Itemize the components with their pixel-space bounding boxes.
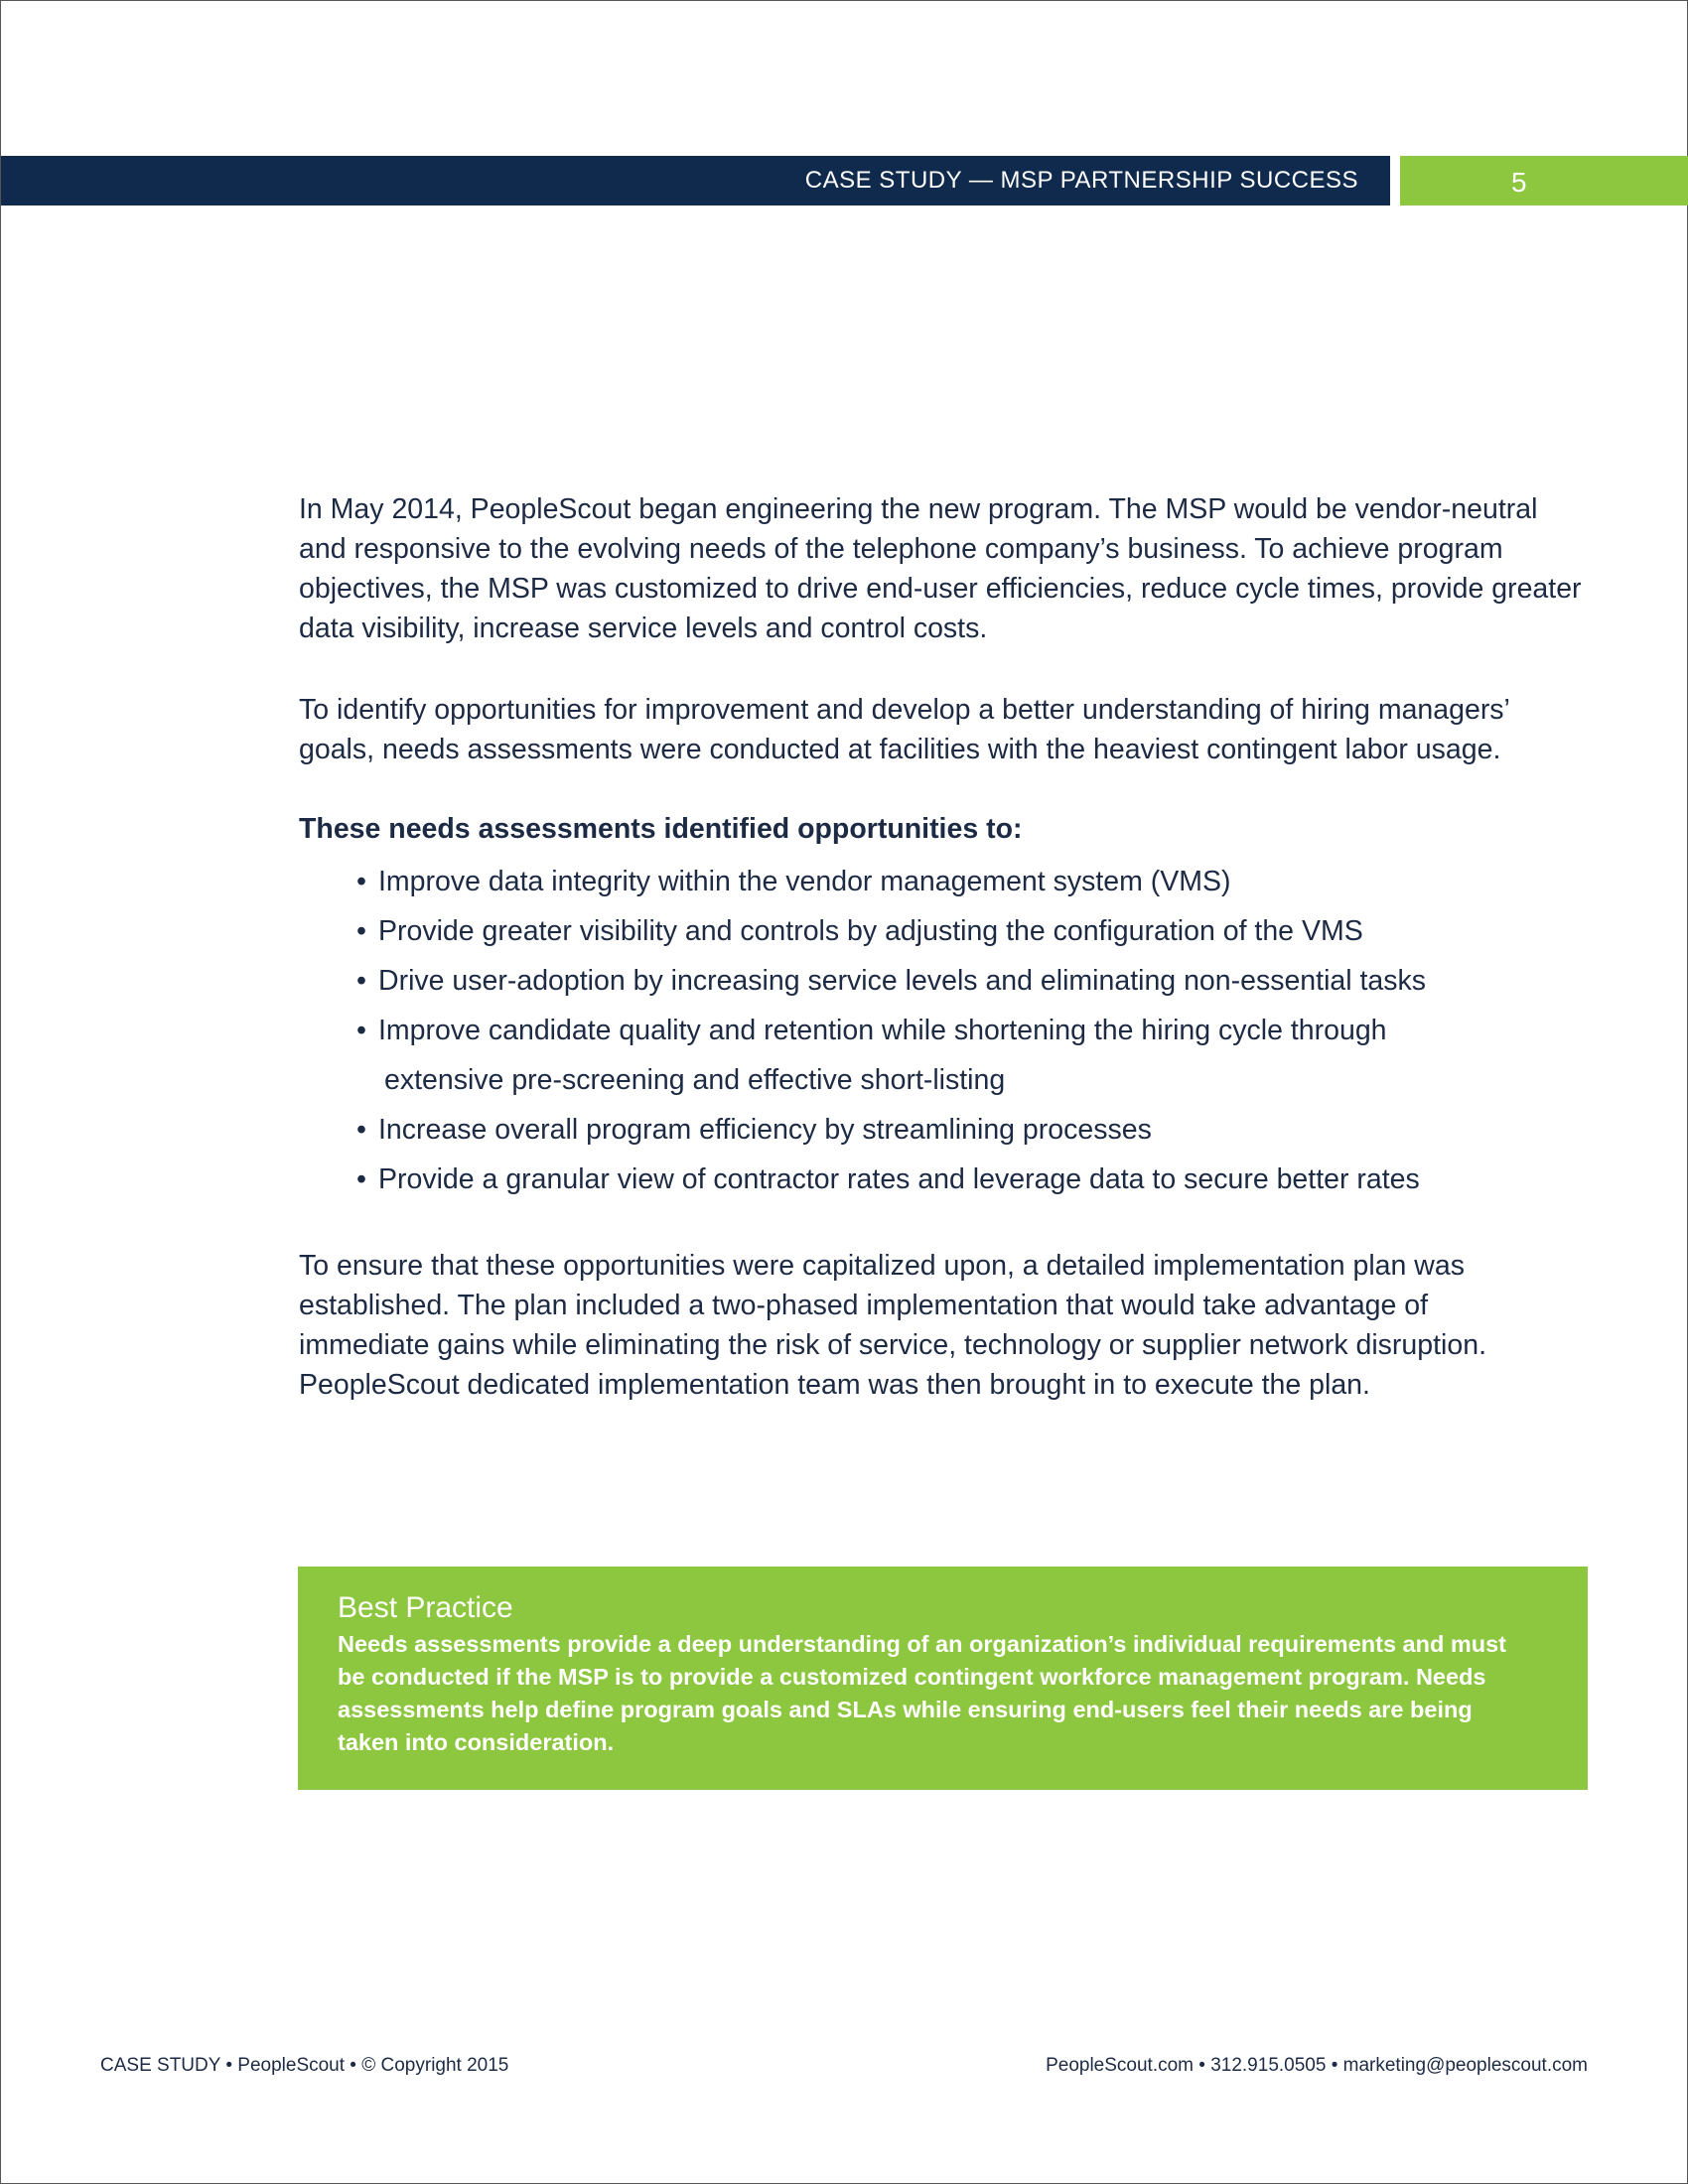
list-item-text: Increase overall program efficiency by streamlining processes [378,1114,1152,1146]
list-item [299,956,1590,1006]
list-item-text: Provide greater visibility and controls by adjusting the configuration of the VMS [378,915,1363,947]
header-band [1,156,1390,205]
assessment-paragraph: To identify opportunities for improvement and develop a better understanding of hiring managers’ goals, needs assessments were conducted at facilities with the heaviest contingent labor usage. [299,694,1509,765]
best-practice-title: Best Practice [338,1591,513,1624]
bullet-icon: • [356,866,366,897]
main-content [299,489,1590,1405]
bullet-icon: • [356,1015,366,1046]
bullet-icon: • [356,915,366,947]
page-number: 5 [1511,167,1527,198]
footer-left: CASE STUDY • PeopleScout • © Copyright 2015 [100,2055,509,2076]
list-item [299,1155,1590,1204]
page-number-box [1400,156,1688,205]
intro-paragraph: In May 2014, PeopleScout began engineering the new program. The MSP would be vendor-neutral and responsive to the evolving needs of the telephone company’s business. To achieve program objectives, the MSP was customized to drive end-user efficiencies, reduce cycle times, provide greater data visibility, increase service levels and control costs. [299,493,1582,644]
implementation-paragraph: To ensure that these opportunities were capitalized upon, a detailed implementation plan was established. The plan included a two-phased implementation that would take advantage of immediate gains while eliminating the risk of service, technology or supplier network disruption. PeopleScout dedicated implementation team was then brought in to execute the plan. [299,1250,1486,1401]
list-item [299,1105,1590,1155]
list-item-text: extensive pre-screening and effective short-listing [384,1064,1006,1096]
best-practice-text: Needs assessments provide a deep understanding of an organization’s individual requirements and must be conducted if the MSP is to provide a customized contingent workforce management program. Needs assessments help define program goals and SLAs while ensuring end-users feel their needs are being taken into consideration. [338,1631,1507,1755]
list-item-text: Improve candidate quality and retention while shortening the hiring cycle through [378,1015,1387,1046]
best-practice-box [298,1567,1588,1790]
list-item-text: Drive user-adoption by increasing service levels and eliminating non-essential tasks [378,965,1427,997]
bullet-icon: • [356,1114,366,1146]
list-item-text: Provide a granular view of contractor rates and leverage data to secure better rates [378,1163,1420,1195]
opportunities-list [299,857,1590,1204]
bullet-icon: • [356,1163,366,1195]
list-item [299,857,1590,906]
list-item-text: Improve data integrity within the vendor management system (VMS) [378,866,1231,897]
list-item [299,906,1590,956]
opportunities-heading: These needs assessments identified opportunities to: [299,813,1023,845]
footer-right: PeopleScout.com • 312.915.0505 • marketing@peoplescout.com [1046,2055,1588,2076]
header-title: CASE STUDY — MSP PARTNERSHIP SUCCESS [804,167,1358,194]
list-item-continuation [299,1055,1590,1105]
list-item [299,1006,1590,1055]
bullet-icon: • [356,965,366,997]
